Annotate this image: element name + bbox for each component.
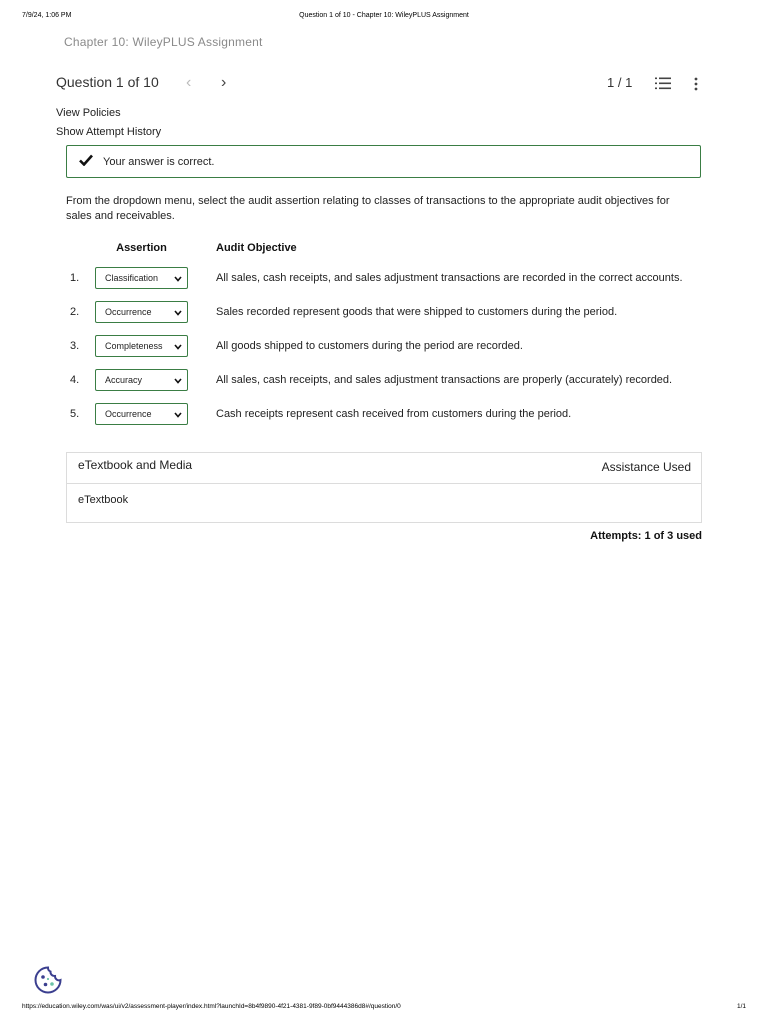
table-row bbox=[0, 301, 768, 325]
print-footer-page: 1/1 bbox=[736, 1003, 746, 1010]
table-row bbox=[0, 403, 768, 427]
chevron-down-icon bbox=[174, 378, 182, 384]
attempts-counter: Attempts: 1 of 3 used bbox=[590, 530, 702, 542]
feedback-message: Your answer is correct. bbox=[103, 156, 215, 168]
chevron-left-icon[interactable]: ‹ bbox=[186, 74, 192, 91]
media-panel-title: eTextbook and Media bbox=[78, 458, 193, 472]
row-number: 4. bbox=[70, 374, 80, 386]
assertion-dropdown[interactable] bbox=[95, 335, 188, 357]
chevron-down-icon bbox=[174, 344, 182, 350]
row-number: 5. bbox=[70, 408, 80, 420]
assertion-dropdown[interactable] bbox=[95, 301, 188, 323]
dropdown-value: Occurrence bbox=[105, 409, 152, 419]
chevron-down-icon bbox=[174, 276, 182, 282]
assertion-column-header: Assertion bbox=[116, 242, 167, 254]
audit-objective: Cash receipts represent cash received from customers during the period. bbox=[216, 408, 572, 420]
assertion-dropdown[interactable] bbox=[95, 369, 188, 391]
divider bbox=[67, 483, 701, 484]
etextbook-link[interactable]: eTextbook bbox=[78, 494, 129, 506]
table-row bbox=[0, 369, 768, 393]
audit-objective: All sales, cash receipts, and sales adjustment transactions are recorded in the correct accounts. bbox=[216, 272, 683, 284]
dropdown-value: Occurrence bbox=[105, 307, 152, 317]
print-footer-url: https://education.wiley.com/was/ui/v2/assessment-player/index.html?launchId=8b4f9890-4f21-4381-9f89-0bf9444386d8#/question/0 bbox=[22, 1003, 401, 1010]
question-list-icon[interactable] bbox=[655, 77, 671, 90]
attempt-history-link[interactable]: Show Attempt History bbox=[56, 126, 162, 138]
row-number: 2. bbox=[70, 306, 80, 318]
feedback-banner bbox=[66, 145, 701, 178]
question-instructions: From the dropdown menu, select the audit assertion relating to classes of transactions to the appropriate audit objectives for sales and receivables. bbox=[66, 195, 670, 222]
assertion-dropdown[interactable] bbox=[95, 403, 188, 425]
chevron-right-icon[interactable]: › bbox=[221, 74, 227, 91]
dropdown-value: Completeness bbox=[105, 341, 163, 351]
table-row bbox=[0, 267, 768, 291]
print-date: 7/9/24, 1:06 PM bbox=[22, 12, 72, 19]
more-vertical-icon[interactable] bbox=[692, 77, 700, 91]
etextbook-media-panel bbox=[66, 452, 702, 523]
table-row bbox=[0, 335, 768, 359]
row-number: 1. bbox=[70, 272, 80, 284]
audit-objective: All sales, cash receipts, and sales adjustment transactions are properly (accurately) recorded. bbox=[216, 374, 673, 386]
page-count: 1 / 1 bbox=[607, 75, 633, 90]
assistance-used-label: Assistance Used bbox=[601, 460, 691, 474]
dropdown-value: Classification bbox=[105, 273, 159, 283]
chevron-down-icon bbox=[174, 310, 182, 316]
audit-objective: Sales recorded represent goods that were shipped to customers during the period. bbox=[216, 306, 618, 318]
view-policies-link[interactable]: View Policies bbox=[56, 107, 121, 119]
chevron-down-icon bbox=[174, 412, 182, 418]
assertion-dropdown[interactable] bbox=[95, 267, 188, 289]
cookie-icon[interactable] bbox=[33, 965, 63, 995]
audit-objective: All goods shipped to customers during the period are recorded. bbox=[216, 340, 523, 352]
objective-column-header: Audit Objective bbox=[216, 242, 297, 254]
check-icon bbox=[79, 154, 93, 166]
dropdown-value: Accuracy bbox=[105, 375, 143, 385]
question-label: Question 1 of 10 bbox=[56, 74, 159, 90]
print-title: Question 1 of 10 - Chapter 10: WileyPLUS Assignment bbox=[299, 12, 469, 19]
row-number: 3. bbox=[70, 340, 80, 352]
assignment-title: Chapter 10: WileyPLUS Assignment bbox=[64, 35, 263, 49]
